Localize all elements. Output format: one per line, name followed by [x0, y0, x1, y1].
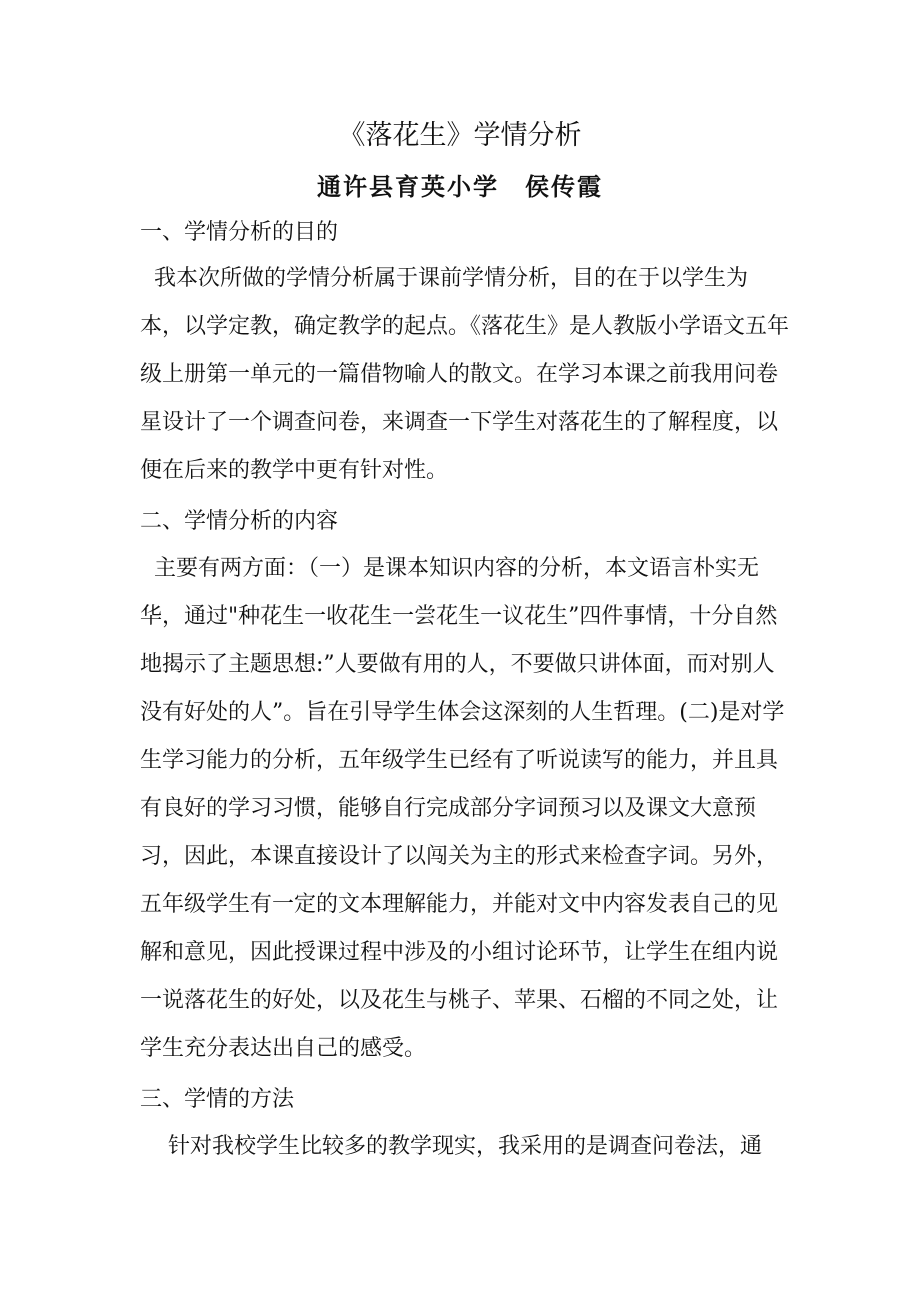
paragraph-line: 我本次所做的学情分析属于课前学情分析，目的在于以学生为	[140, 266, 748, 291]
paragraph-line: 针对我校学生比较多的教学现实，我采用的是调查问卷法，通	[140, 1134, 762, 1159]
paragraph-line: 地揭示了主题思想:”人要做有用的人，不要做只讲体面，而对别人	[140, 652, 775, 677]
section-heading-2: 二、学情分析的内容	[140, 509, 339, 534]
paragraph-line: 解和意见，因此授课过程中涉及的小组讨论环节，让学生在组内说	[140, 940, 779, 965]
paragraph-line: 本，以学定教，确定教学的起点。《落花生》是人教版小学语文五年	[140, 314, 790, 339]
paragraph-line: 五年级学生有一定的文本理解能力，并能对文中内容发表自己的见	[140, 892, 779, 917]
paragraph-line: 一说落花生的好处，以及花生与桃子、苹果、石榴的不同之处，让	[140, 988, 779, 1013]
section-heading-3: 三、学情的方法	[140, 1087, 295, 1112]
paragraph-line: 习，因此，本课直接设计了以闯关为主的形式来检查字词。另外，	[140, 844, 779, 869]
section-heading-1: 一、学情分析的目的	[140, 220, 339, 245]
paragraph-line: 主要有两方面：（一）是课本知识内容的分析，本文语言朴实无	[140, 556, 759, 581]
document-title: 《落花生》学情分析	[338, 120, 582, 151]
paragraph-line: 有良好的学习习惯，能够自行完成部分字词预习以及课文大意预	[140, 796, 757, 821]
paragraph-line: 没有好处的人”。旨在引导学生体会这深刻的人生哲理。(二)是对学	[140, 700, 785, 725]
paragraph-line: 级上册第一单元的一篇借物喻人的散文。在学习本课之前我用问卷	[140, 362, 779, 387]
paragraph-line: 生学习能力的分析，五年级学生已经有了听说读写的能力，并且具	[140, 748, 779, 773]
paragraph-line: 华，通过"种花生一收花生一尝花生一议花生”四件事情，十分自然	[140, 604, 778, 629]
paragraph-line: 便在后来的教学中更有针对性。	[140, 458, 449, 483]
paragraph-line: 星设计了一个调查问卷，来调查一下学生对落花生的了解程度，以	[140, 410, 779, 435]
paragraph-line: 学生充分表达出自己的感受。	[140, 1036, 427, 1061]
author-line: 通许县育英小学 侯传霞	[317, 172, 603, 201]
